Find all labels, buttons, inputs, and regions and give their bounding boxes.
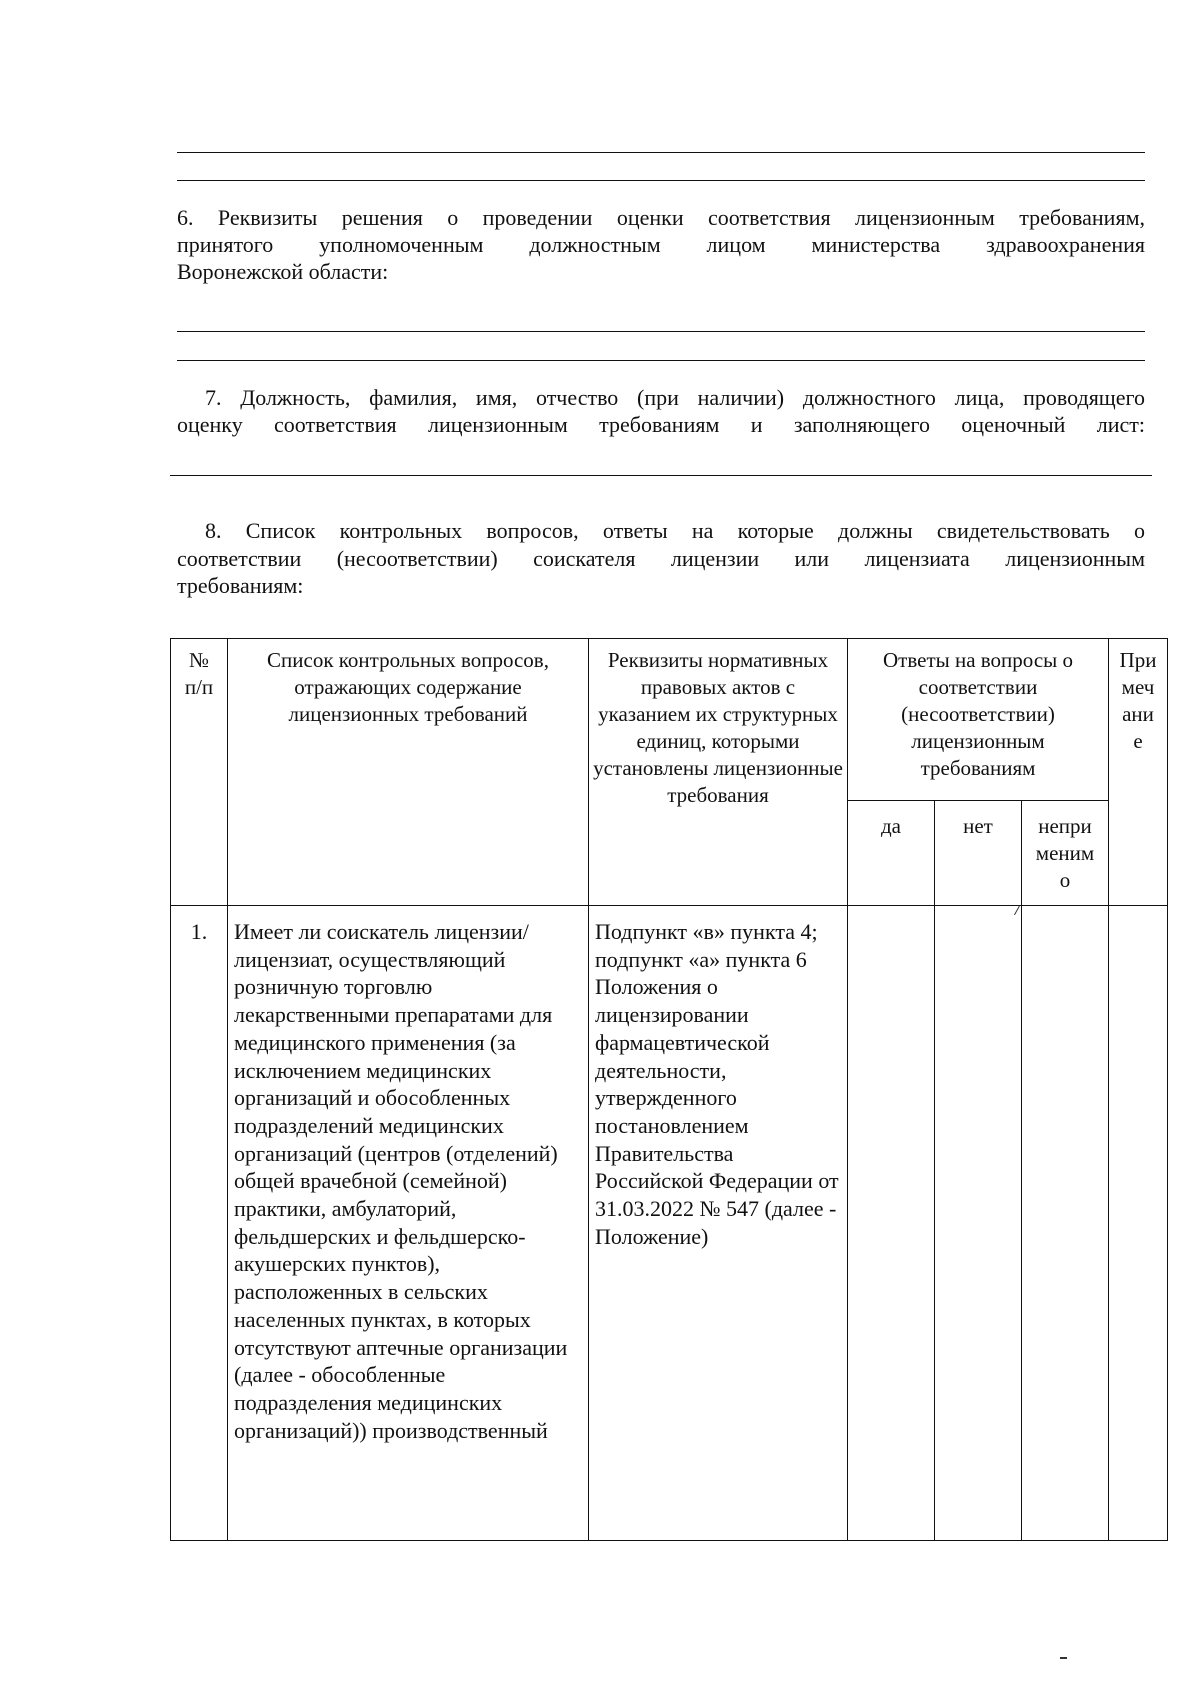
- section6-line2: принятого уполномоченным должностным лицом министерства здравоохранения: [177, 232, 1145, 257]
- blank-line-4: [177, 360, 1145, 361]
- blank-line-3: [177, 331, 1145, 332]
- row-num: 1.: [171, 906, 228, 1541]
- header-note: [1109, 639, 1168, 906]
- header-note-line4: е: [1133, 729, 1143, 753]
- header-note-line1: При: [1119, 648, 1157, 672]
- blank-line-2: [177, 180, 1145, 181]
- scan-dot: [1060, 1657, 1067, 1659]
- header-na-line2: меним: [1035, 841, 1095, 865]
- section8-line3: требованиям:: [177, 573, 304, 598]
- header-no: нет: [935, 801, 1022, 906]
- header-questions-text: Список контрольных вопросов, отражающих содержание лицензионных требований: [267, 648, 549, 726]
- row-question: Имеет ли соискатель лицензии/лицензиат, осуществляющий розничную торговлю лекарственными препаратами для медицинского применения (за исключением медицинских организаций и обособленных подразделений медицинских организаций (центров (отделений) общей врачебной (семейной) практики, амбулаторий, фельдшерских и фельдшерско-акушерских пунктов), расположенных в сельских населенных пунктах, в которых отсутствуют аптечные организации (далее - обособленные подразделения медицинских организаций)) производственный: [228, 906, 589, 1541]
- header-answers: [848, 639, 1109, 801]
- row-note-cell[interactable]: [1109, 906, 1168, 1541]
- blank-line-5: [170, 475, 1152, 476]
- header-yes: да: [848, 801, 935, 906]
- section7-line1: 7. Должность, фамилия, имя, отчество (при наличии) должностного лица, проводящего: [205, 385, 1145, 410]
- table-row: [171, 906, 1168, 1541]
- row-yes-cell[interactable]: [848, 906, 935, 1541]
- header-num-line1: №: [188, 648, 210, 672]
- row-requisites: Подпункт «в» пункта 4; подпункт «а» пункта 6 Положения о лицензировании фармацевтической деятельности, утвержденного постановлением Правительства Российской Федерации от 31.03.2022 № 547 (далее - Положение): [589, 906, 848, 1541]
- header-na-line1: непри: [1038, 814, 1092, 838]
- header-questions: [228, 639, 589, 906]
- section6-line3: Воронежской области:: [177, 259, 389, 284]
- section8-line2: соответствии (несоответствии) соискателя лицензии или лицензиата лицензионным: [177, 546, 1145, 571]
- header-requisites-text: Реквизиты нормативных правовых актов с указанием их структурных единиц, которыми установлены лицензионные требования: [593, 648, 843, 807]
- blank-line-1: [177, 152, 1145, 153]
- section8-line1: 8. Список контрольных вопросов, ответы на которые должны свидетельствовать о: [205, 518, 1145, 543]
- header-num-line2: п/п: [184, 675, 214, 699]
- header-answers-text: Ответы на вопросы о соответствии (несоответствии) лицензионным требованиям: [882, 648, 1073, 780]
- header-note-line3: ани: [1122, 702, 1154, 726]
- section7-line2: оценку соответствия лицензионным требованиям и заполняющего оценочный лист:: [177, 412, 1145, 437]
- header-na: [1022, 801, 1109, 906]
- header-num: [171, 639, 228, 906]
- row-no-cell[interactable]: [935, 906, 1022, 1541]
- header-na-line3: о: [1059, 868, 1071, 892]
- header-requisites: [589, 639, 848, 906]
- header-note-line2: меч: [1121, 675, 1155, 699]
- row-na-cell[interactable]: [1022, 906, 1109, 1541]
- checklist-table: [170, 638, 1168, 1541]
- section6-line1: 6. Реквизиты решения о проведении оценки соответствия лицензионным требованиям,: [177, 205, 1145, 230]
